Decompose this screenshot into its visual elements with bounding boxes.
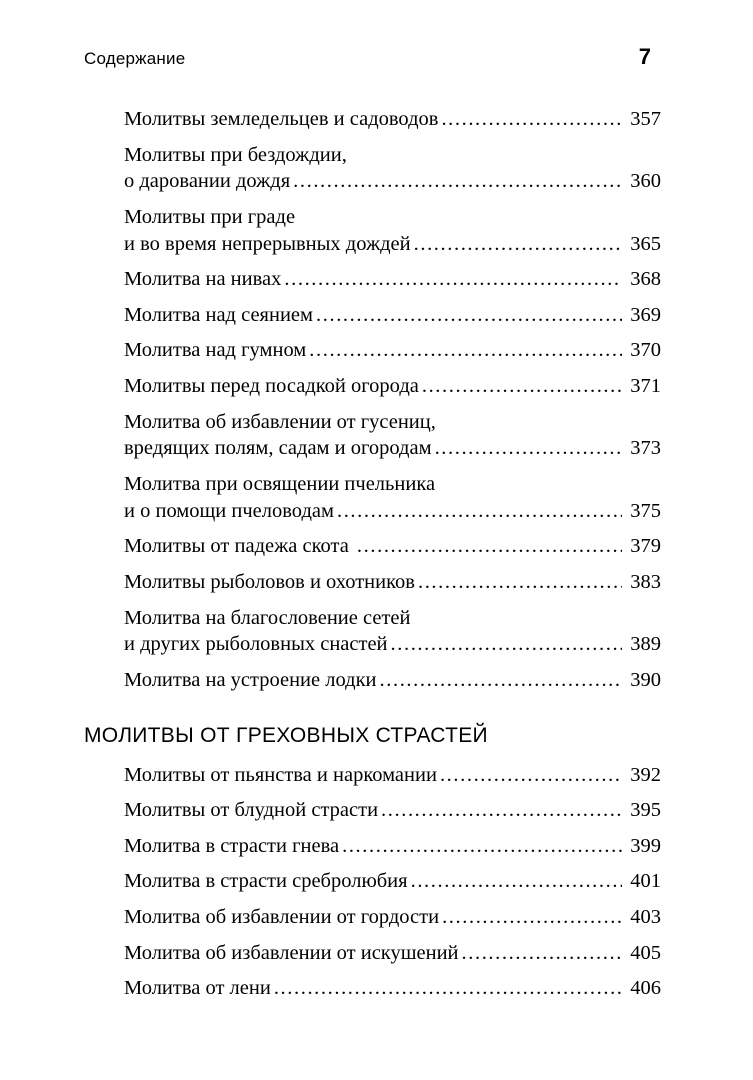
- toc-entry-title: Молитвы перед посадкой огорода: [124, 375, 419, 398]
- toc-entry-page-number: 401: [630, 870, 661, 893]
- toc-entry-line: [124, 168, 661, 195]
- toc-entry[interactable]: [124, 471, 661, 524]
- toc-entry-page-number: 395: [630, 799, 661, 822]
- toc-entry-page-number: 392: [630, 763, 661, 786]
- toc-entry[interactable]: [124, 940, 661, 967]
- toc-entry-line: [124, 762, 661, 789]
- toc-entry-title: Молитва на благословение сетей: [124, 606, 411, 629]
- toc-entry-title: Молитва на устроение лодки: [124, 668, 377, 691]
- page-title: Содержание: [84, 49, 186, 68]
- toc-entry-line: [124, 106, 661, 133]
- toc-entry[interactable]: [124, 142, 661, 195]
- toc-entry-page-number: 405: [630, 941, 661, 964]
- toc-entry-line: [124, 302, 661, 329]
- table-of-contents: [84, 106, 661, 1002]
- toc-leader-dots: [309, 337, 622, 364]
- toc-entry-title: Молитва на нивах: [124, 268, 282, 291]
- toc-entry-line: [124, 667, 661, 694]
- toc-leader-dots: [337, 498, 622, 525]
- toc-leader-dots: [440, 762, 622, 789]
- toc-entry-page-number: 368: [630, 268, 661, 291]
- toc-entry-line: [124, 833, 661, 860]
- toc-entry-title: Молитвы от блудной страсти: [124, 799, 379, 822]
- toc-entry-line: [124, 231, 661, 258]
- toc-entry-line-continued: [124, 471, 661, 498]
- toc-entry-title: Молитва при освящении пчельника: [124, 473, 436, 496]
- toc-entry-page-number: 399: [630, 834, 661, 857]
- toc-entry-line: [124, 498, 661, 525]
- toc-leader-dots: [274, 975, 622, 1002]
- toc-entry-title: Молитва над сеянием: [124, 303, 314, 326]
- toc-entry-line: [124, 797, 661, 824]
- toc-entry-page-number: 379: [630, 535, 661, 558]
- toc-entry[interactable]: [124, 409, 661, 462]
- toc-entry-title: и других рыболовных снастей: [124, 633, 388, 656]
- toc-leader-dots: [462, 940, 622, 967]
- toc-entry-title: Молитвы при граде: [124, 205, 296, 228]
- toc-entry-title: Молитвы при бездождии,: [124, 143, 347, 166]
- toc-entry-line-continued: [124, 605, 661, 632]
- toc-entry-title: о даровании дождя: [124, 170, 291, 193]
- toc-entry-title: и во время непрерывных дождей: [124, 232, 411, 255]
- toc-leader-dots: [442, 904, 622, 931]
- toc-entry-line: [124, 975, 661, 1002]
- toc-entry-page-number: 403: [630, 906, 661, 929]
- toc-entry[interactable]: [124, 797, 661, 824]
- toc-entry-page-number: 390: [630, 668, 661, 691]
- page-number: 7: [638, 44, 651, 69]
- toc-leader-dots: [422, 373, 622, 400]
- toc-entry[interactable]: [124, 533, 661, 560]
- toc-entry-page-number: 373: [630, 437, 661, 460]
- toc-leader-dots: [414, 231, 622, 258]
- toc-entry-line: [124, 435, 661, 462]
- toc-entry-page-number: 357: [630, 108, 661, 130]
- toc-entry-title: Молитвы от падежа скота: [124, 535, 354, 558]
- toc-entry[interactable]: [124, 373, 661, 400]
- toc-entry-title: вредящих полям, садам и огородам: [124, 437, 432, 460]
- toc-leader-dots: [316, 302, 622, 329]
- toc-entry-page-number: 370: [630, 339, 661, 362]
- toc-entry[interactable]: [124, 204, 661, 257]
- toc-entry[interactable]: [124, 605, 661, 658]
- toc-leader-dots: [357, 533, 622, 560]
- toc-leader-dots: [391, 631, 622, 658]
- toc-entry[interactable]: [124, 975, 661, 1002]
- toc-entry-line-continued: [124, 142, 661, 169]
- toc-entry-line-continued: [124, 204, 661, 231]
- toc-entry-line: [124, 631, 661, 658]
- toc-entry[interactable]: [124, 762, 661, 789]
- toc-section-heading: МОЛИТВЫ ОТ ГРЕХОВНЫХ СТРАСТЕЙ: [84, 723, 488, 747]
- toc-entry[interactable]: [124, 302, 661, 329]
- toc-leader-dots: [411, 868, 622, 895]
- toc-leader-dots: [381, 797, 622, 824]
- toc-entry-title: Молитва об избавлении от гордости: [124, 906, 440, 929]
- toc-entry-page-number: 360: [630, 170, 661, 193]
- toc-entry-title: Молитва над гумном: [124, 339, 307, 362]
- toc-entry-line: [124, 940, 661, 967]
- toc-entry-title: и о помощи пчеловодам: [124, 499, 334, 522]
- toc-entry-page-number: 369: [630, 303, 661, 326]
- toc-entry-line: [124, 868, 661, 895]
- toc-entry-line: [124, 373, 661, 400]
- toc-entry-page-number: 365: [630, 232, 661, 255]
- toc-entry-page-number: 371: [630, 375, 661, 398]
- toc-leader-dots: [284, 266, 622, 293]
- toc-entry-page-number: 375: [630, 499, 661, 522]
- toc-entry-line-continued: [124, 409, 661, 436]
- toc-entry-line: [124, 266, 661, 293]
- toc-entry[interactable]: [124, 904, 661, 931]
- toc-entry-page-number: 406: [630, 977, 661, 1000]
- toc-leader-dots: [418, 569, 622, 596]
- toc-entry-page-number: 383: [630, 570, 661, 593]
- toc-entry-line: [124, 904, 661, 931]
- toc-leader-dots: [380, 667, 622, 694]
- toc-entry[interactable]: [124, 833, 661, 860]
- toc-entry[interactable]: [124, 266, 661, 293]
- toc-leader-dots: [435, 435, 622, 462]
- toc-entry-title: Молитва об избавлении от гусениц,: [124, 410, 436, 433]
- toc-leader-dots: [342, 833, 622, 860]
- toc-entry[interactable]: [124, 868, 661, 895]
- toc-entry-page-number: 389: [630, 633, 661, 656]
- toc-entry-line: [124, 337, 661, 364]
- toc-entry[interactable]: [124, 337, 661, 364]
- toc-entry-title: Молитвы рыболовов и охотников: [124, 570, 415, 593]
- toc-entry[interactable]: [124, 667, 661, 694]
- toc-entry-line: [124, 569, 661, 596]
- toc-entry-title: Молитва в страсти гнева: [124, 834, 340, 857]
- toc-leader-dots: [293, 168, 622, 195]
- toc-entry-line: [124, 533, 661, 560]
- toc-entry-title: Молитва от лени: [124, 977, 271, 1000]
- toc-entry-title: Молитва об избавлении от искушений: [124, 941, 459, 964]
- running-head: [84, 44, 661, 70]
- toc-entry[interactable]: [124, 569, 661, 596]
- toc-entry[interactable]: [124, 106, 661, 133]
- toc-leader-dots: [441, 106, 622, 133]
- toc-entry-title: Молитва в страсти сребролюбия: [124, 870, 408, 893]
- toc-entry-title: Молитвы от пьянства и наркомании: [124, 763, 437, 786]
- toc-entry-title: Молитвы земледельцев и садоводов: [124, 108, 439, 130]
